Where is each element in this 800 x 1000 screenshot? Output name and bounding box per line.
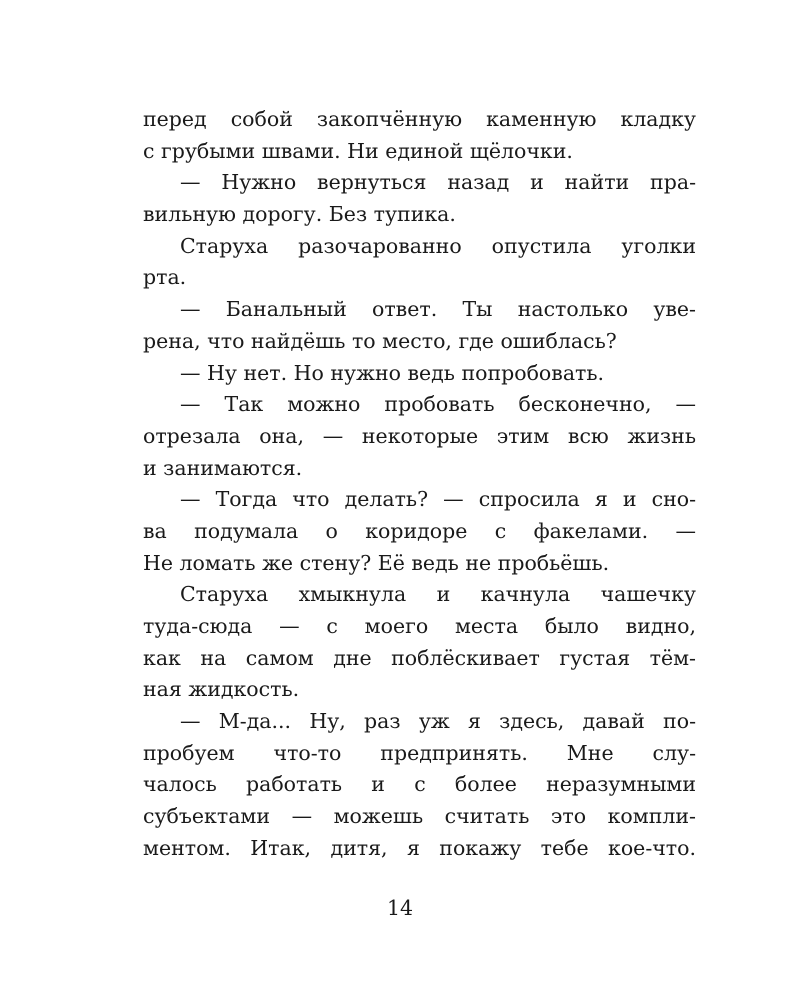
text-line: вильную дорогу. Без тупика. [143,202,456,227]
text-line: — Банальный ответ. Ты настолько уве- [180,297,696,322]
text-line: рена, что найдёшь то место, где ошиблась? [143,328,617,353]
text-line: туда-сюда — с моего места было видно, [143,614,696,638]
text-line: ва подумала о коридоре с факелами. — [143,518,696,543]
text-line: Старуха разочарованно опустила уголки [180,233,696,258]
page-body-text [143,104,696,865]
text-line: — М-да... Ну, раз уж я здесь, давай по- [180,709,696,734]
text-line: перед собой закопчённую каменную кладку [143,107,696,131]
text-line: Не ломать же стену? Её ведь не пробьёшь. [143,550,610,575]
text-line: субъектами — можешь считать это компли- [143,804,696,829]
text-line: с грубыми швами. Ни единой щёлочки. [143,138,573,163]
text-line: и занимаются. [143,455,303,480]
text-line: чалось работать и с более неразумными [143,772,696,797]
text-line: — Ну нет. Но нужно ведь попробовать. [180,360,605,385]
page-number: 14 [386,896,414,920]
text-line: — Нужно вернуться назад и найти пра- [180,170,696,195]
text-line: — Тогда что делать? — спросила я и сно- [180,487,696,512]
text-line: как на самом дне поблёскивает густая тём- [143,645,696,670]
text-line: ная жидкость. [143,677,300,702]
text-line: ментом. Итак, дитя, я покажу тебе кое-что. [143,835,696,860]
text-line: пробуем что-то предпринять. Мне слу- [143,740,696,765]
text-line: Старуха хмыкнула и качнула чашечку [180,582,696,607]
text-line: рта. [143,265,187,290]
text-line: — Так можно пробовать бесконечно, — [180,392,696,417]
text-line: отрезала она, — некоторые этим всю жизнь [143,423,696,448]
